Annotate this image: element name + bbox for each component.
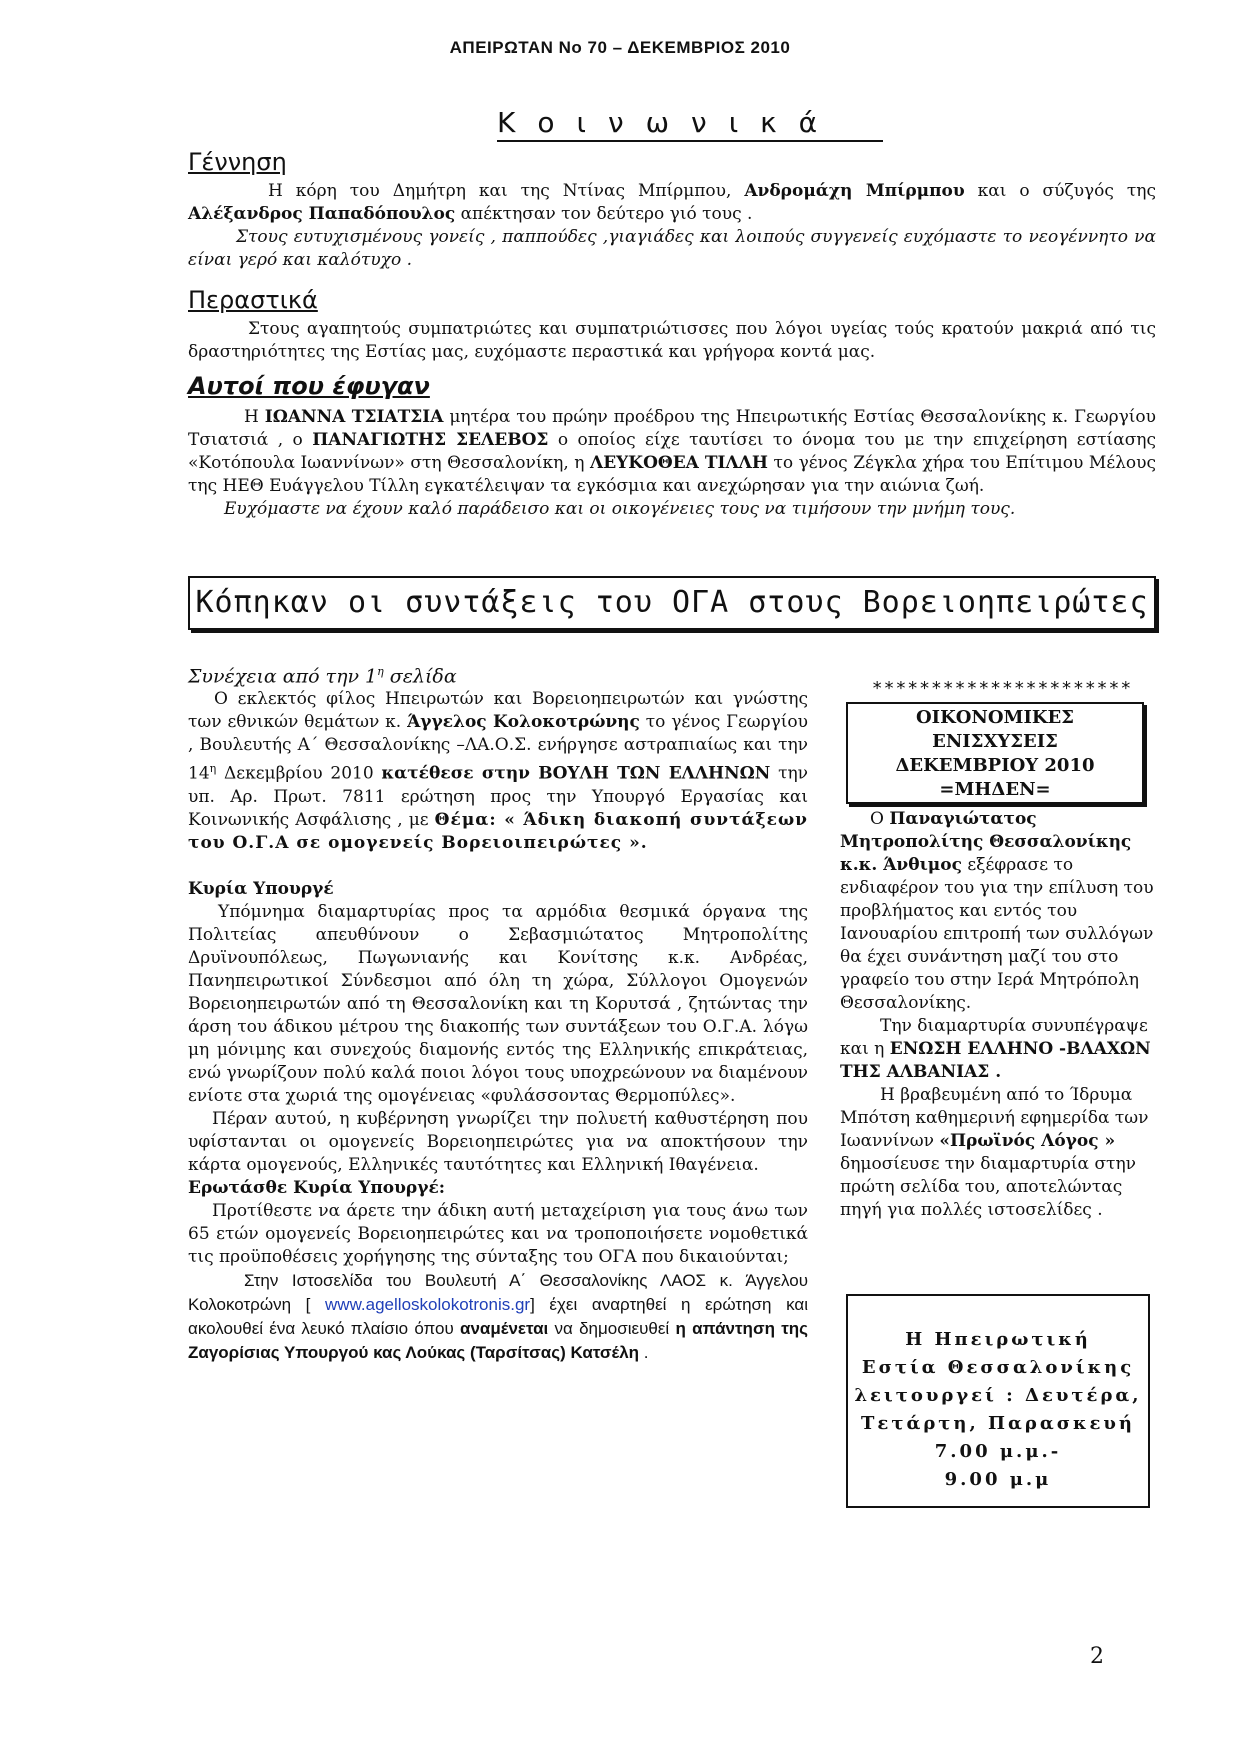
sb-p1-a: Ο (870, 809, 890, 829)
birth-section (188, 180, 1156, 272)
spacer (188, 855, 808, 878)
p1-sup: η (209, 762, 217, 776)
p5-text-f: . (639, 1342, 649, 1362)
p1-text-d: Δεκεμβρίου 2010 (216, 763, 382, 784)
sidebar-p2 (840, 1015, 1155, 1084)
birth-text-e: απέκτησαν τον δεύτερο γιό τους . (455, 204, 753, 224)
p5-text-d: να δημοσιευθεί (548, 1318, 676, 1338)
mp-website-link[interactable]: www.agelloskolokotronis.gr (325, 1294, 531, 1314)
birth-wishes: Στους ευτυχισμένους γονείς , παππούδες ,γιαγιάδες και λοιπούς συγγενείς ευχόμαστε το νεογέννητο να είναι γερό και καλότυχο . (188, 227, 1156, 270)
hours-line-2: Εστία Θεσσαλονίκης (861, 1357, 1135, 1378)
article-p2: Υπόμνημα διαμαρτυρίας προς τα αρμόδια θεσμικά όργανα της Πολιτείας απευθύνουν ο Σεβασμιώτατος Μητροπολίτης Δρυϊνουπόλεως, Πωγωνιανής και Κονίτσης κ.κ. Ανδρέας, Πανηπειρωτικοί Σύνδεσμοι από όλη τη χώρα, Σύλλογοι Ομογενών Βορειοηπειρωτών από τη Θεσσαλονίκη και τη Κορυτσά , ζητώντας την άρση του άδικου μέτρου της διακοπής των συντάξεων του Ο.Γ.Α. λόγω μη μόνιμης και συνεχούς διαμονής εντός της Ελληνικής επικράτειας, ενώ γνωρίζουν πολύ καλά ποιοι λόγοι τους υποχρεώνουν να διαμένουν ενίοτε στα χωριά της ομογένειας «φυλάσσοντας Θερμοπύλες». (188, 901, 808, 1106)
sb-p3-c: δημοσίευσε την διαμαρτυρία στην πρώτη σελίδα του, αποτελώντας πηγή για πολλές ιστοσελίδες . (840, 1154, 1136, 1220)
p1-text-f: την υπ. Αρ. Πρωτ. 7811 ερώτηση προς την Υπουργό Εργασίας και Κοινωνικής Ασφάλισης , με (188, 763, 809, 830)
hours-line-6: 9.00 μ.μ (944, 1469, 1052, 1490)
departed-name-1: ΙΩΑΝΝΑ ΤΣΙΑΤΣΙΑ (264, 407, 444, 427)
sidebar-text (840, 808, 1155, 1222)
p1-subject: Θέμα: « Άδικη διακοπή συντάξεων του Ο.Γ.Α σε ομογενείς Βορειοιπειρώτες ». (188, 809, 808, 853)
get-well-text: Στους αγαπητούς συμπατριώτες και συμπατριώτισσες που λόγοι υγείας τούς κρατούν μακριά από τις δραστηριότητες της Εστίας μας, ευχόμαστε περαστικά και γρήγορα κοντά μας. (188, 319, 1156, 362)
page-number: 2 (1090, 1644, 1104, 1669)
p5-text-b: ] έχει αναρτηθεί η ερώτηση και ακολουθεί ένα λευκό πλαίσιο όπου (188, 1294, 809, 1338)
birth-name-father: Αλέξανδρος Παπαδόπουλος (188, 204, 456, 224)
departed-text-e: ο οποίος είχε ταυτίσει το όνομα του με την επιχείρηση εστίασης «Κοτόπουλα Ιωαννίνων» στη Θεσσαλονίκη, η (188, 430, 1157, 473)
hours-line-4: Τετάρτη, Παρασκευή (861, 1413, 1135, 1434)
sb-metropolitan: Παναγιώτατος Μητροπολίτης Θεσσαλονίκης κ.κ. Άνθιμος (840, 809, 1132, 875)
stars-divider: ********************** (871, 678, 1133, 699)
hours-line-5: 7.00 μ.μ.- (934, 1441, 1062, 1462)
sb-p1-c: εξέφρασε το ενδιαφέρον του για την επίλυση του προβλήματος και εντός του Ιανουαρίου επιτροπή των συλλόγων θα έχει συνάντηση μαζί του στο γραφείο του στην Ιερά Μητρόπολη Θεσσαλονίκης. (840, 855, 1154, 1013)
departed-text-g: το γένος Ζέγκλα χήρα του Επίτιμου Μέλους της ΗΕΘ Ευάγγελου Τίλλη εγκατέλειψαν τα εγκόσμια και ανεχώρησαν για την αιώνια ζωή. (188, 453, 1156, 496)
p1-text-a: Ο εκλεκτός φίλος Ηπειρωτών και Βορειοηπειρωτών και γνώστης των εθνικών θεμάτων κ. (188, 689, 808, 733)
departed-heading: Αυτοί που έφυγαν (188, 372, 430, 400)
article-title: Κόπηκαν οι συντάξεις του ΟΓΑ στους Βορειοηπειρώτες (188, 576, 1156, 630)
p5-answer: η απάντηση της Ζαγορίσιας Υπουργού κας Λούκας (Ταρσίτσας) Κατσέλη (188, 1318, 809, 1362)
article-p4: Προτίθεστε να άρετε την άδικη αυτή μεταχείριση για τους άνω των 65 ετών ομογενείς Βορειοηπειρώτες και να τροποποιήσετε νομοθετικά τις προϋποθέσεις χορήγησης της σύνταξης του ΟΓΑ που δικαιούνται; (188, 1200, 808, 1267)
birth-heading: Γέννηση (188, 148, 287, 176)
salutation: Κυρία Υπουργέ (188, 878, 334, 899)
box-line-1: ΟΙΚΟΝΟΜΙΚΕΣ (916, 707, 1074, 728)
sidebar-p1 (840, 808, 1155, 1015)
departed-name-2: ΠΑΝΑΓΙΩΤΗΣ ΣΕΛΕΒΟΣ (312, 430, 549, 450)
article-p3: Πέραν αυτού, η κυβέρνηση γνωρίζει την πολυετή καθυστέρηση που υφίστανται οι ομογενείς Βορειοηπειρώτες για να αποκτήσουν την κάρτα ομογενούς, Ελληνικές ταυτότητες και Ελληνική Ιθαγένεια. (188, 1108, 808, 1175)
continued-text: Συνέχεια από την 1 (188, 665, 378, 688)
page-title: Κοινωνικά (497, 108, 883, 142)
sb-newspaper: «Πρωϊνός Λόγος » (939, 1131, 1116, 1151)
departed-section (188, 406, 1156, 521)
continued-sup: η (377, 665, 384, 678)
article-p5 (188, 1269, 808, 1365)
article-body (188, 660, 808, 1365)
p5-awaited: αναμένεται (460, 1318, 549, 1338)
birth-text-c: και ο σύζυγός της (964, 181, 1157, 201)
continued-page: σελίδα (383, 665, 457, 688)
issue-header: ΑΠΕΙΡΩΤΑΝ Νο 70 – ΔΕΚΕΜΒΡΙΟΣ 2010 (449, 38, 791, 57)
p1-mp-name: Άγγελος Κολοκοτρώνης (407, 712, 640, 733)
question-heading: Ερωτάσθε Κυρία Υπουργέ: (188, 1177, 446, 1198)
sb-union: ΕΝΩΣΗ ΕΛΛΗΝΟ -ΒΛΑΧΩΝ ΤΗΣ ΑΛΒΑΝΙΑΣ . (840, 1039, 1151, 1082)
sidebar-p3 (840, 1084, 1155, 1222)
departed-name-3: ΛΕΥΚΟΘΕΑ ΤΙΛΛΗ (590, 453, 768, 473)
continued-note (188, 660, 808, 688)
departed-text-c: μητέρα του πρώην προέδρου της Ηπειρωτικής Εστίας Θεσσαλονίκης κ. Γεωργίου Τσιατσιά , ο (188, 407, 1156, 450)
sb-p2-a: Την διαμαρτυρία συνυπέγραψε και η (840, 1016, 1148, 1059)
box-line-2: ΕΝΙΣΧΥΣΕΙΣ (932, 731, 1058, 752)
get-well-heading: Περαστικά (188, 286, 318, 314)
p1-parliament: κατέθεσε στην ΒΟΥΛΗ ΤΩΝ ΕΛΛΗΝΩΝ (381, 763, 771, 784)
departed-text-a: Η (244, 407, 265, 427)
hours-line-3: λειτουργεί : Δευτέρα, (854, 1385, 1142, 1406)
sb-p3-a: Η βραβευμένη από το Ίδρυμα Μπότση καθημερινή εφημερίδα των Ιωαννίνων (840, 1085, 1149, 1151)
get-well-section (188, 318, 1156, 364)
opening-hours-box (846, 1294, 1150, 1508)
departed-wishes: Ευχόμαστε να έχουν καλό παράδεισο και οι οικογένειες τους να τιμήσουν την μνήμη τους. (224, 499, 1016, 519)
economic-support-box (846, 702, 1144, 804)
box-line-4: =ΜΗΔΕΝ= (939, 779, 1051, 800)
hours-line-1: Η Ηπειρωτική (905, 1329, 1091, 1350)
p5-text-a: Στην Ιστοσελίδα του Βουλευτή Α΄ Θεσσαλονίκης ΛΑΟΣ κ. Άγγελου Κολοκοτρώνη [ (188, 1270, 808, 1314)
birth-text-a: Η κόρη του Δημήτρη και της Ντίνας Μπίρμπου, (268, 181, 745, 201)
box-line-3: ΔΕΚΕΜΒΡΙΟΥ 2010 (895, 755, 1095, 776)
birth-name-mother: Ανδρομάχη Μπίρμπου (744, 181, 965, 201)
article-p1 (188, 688, 808, 855)
p1-text-c: το γένος Γεωργίου , Βουλευτής Α΄ Θεσσαλονίκης –ΛΑ.Ο.Σ. ενήργησε αστραπιαίως και την 14 (188, 712, 809, 784)
